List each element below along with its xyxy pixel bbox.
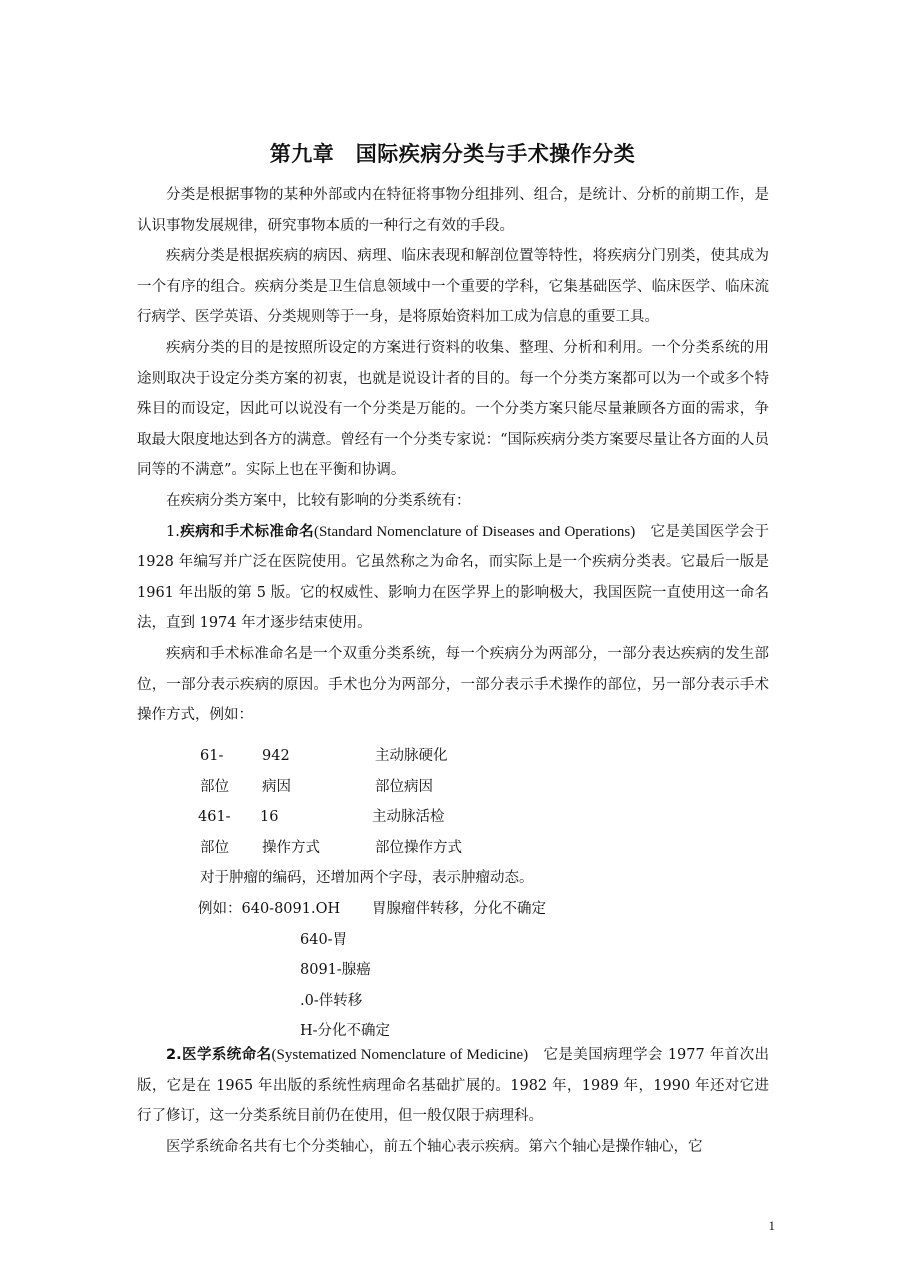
example-code: 部位	[200, 778, 229, 795]
example-row	[200, 772, 760, 803]
tumor-part-row	[200, 986, 760, 1017]
tumor-part: 8091-腺癌	[300, 962, 371, 979]
tumor-example-desc: 胃腺瘤伴转移，分化不确定	[372, 900, 546, 917]
tumor-note-row	[200, 863, 760, 894]
example-code: 942	[262, 748, 290, 764]
section-1-latin: (Standard Nomenclature of Diseases and Operations)	[313, 523, 636, 540]
example-row	[200, 741, 760, 772]
section-1-number: 1.	[166, 523, 180, 540]
page-number: 1	[768, 1218, 775, 1233]
body-text-bottom	[137, 1040, 769, 1162]
tumor-part-row	[200, 955, 760, 986]
tumor-example-row	[200, 894, 760, 925]
section-2-heading: 医学系统命名	[181, 1047, 272, 1063]
example-code: 61-	[200, 748, 224, 764]
paragraph: 分类是根据事物的某种外部或内在特征将事物分组排列、组合，是统计、分析的前期工作，是认识事物发展规律，研究事物本质的一种行之有效的手段。	[137, 187, 769, 234]
tumor-example-label: 例如：640-8091.OH	[198, 900, 341, 917]
tumor-note: 对于肿瘤的编码，还增加两个字母，表示肿瘤动态。	[200, 870, 534, 887]
example-row	[200, 802, 760, 833]
tumor-part-row	[200, 925, 760, 956]
section-1-text: 它是美国医学会于 1928 年编写并广泛在医院使用。它虽然称之为命名，而实际上是一个疾病分类表。它最后一版是 1961 年出版的第 5 版。它的权威性、影响力在医学界上的影响极大，我国医院一直使用这一命名法，直到 1974 年才逐步结束使用。	[137, 523, 770, 632]
section-1-paragraph	[137, 517, 769, 639]
example-code: 16	[260, 809, 279, 826]
chapter-title: 第九章 国际疾病分类与手术操作分类	[269, 142, 636, 166]
body-text-top	[137, 180, 769, 731]
example-code: 病因	[262, 778, 291, 795]
example-meaning: 主动脉活检	[372, 809, 445, 826]
paragraph: 疾病分类的目的是按照所设定的方案进行资料的收集、整理、分析和利用。一个分类系统的用途则取决于设定分类方案的初衷，也就是说设计者的目的。每一个分类方案都可以为一个或多个特殊目的而设定，因此可以说没有一个分类是万能的。一个分类方案只能尽量兼顾各方面的需求，争取最大限度地达到各方的满意。曾经有一个分类专家说：“国际疾病分类方案要尽量让各方面的人员同等的不满意”。实际上也在平衡和协调。	[137, 339, 769, 479]
paragraph: 疾病和手术标准命名是一个双重分类系统，每一个疾病分为两部分，一部分表达疾病的发生部位，一部分表示疾病的原因。手术也分为两部分，一部分表示手术操作的部位，另一部分表示手术操作方式，例如：	[137, 645, 769, 724]
example-code: 操作方式	[262, 839, 320, 856]
paragraph: 疾病分类是根据疾病的病因、病理、临床表现和解剖位置等特性，将疾病分门别类，使其成为一个有序的组合。疾病分类是卫生信息领域中一个重要的学科，它集基础医学、临床医学、临床流行病学、医学英语、分类规则等于一身，是将原始资料加工成为信息的重要工具。	[137, 248, 769, 326]
example-code: 461-	[198, 809, 231, 826]
tumor-part: H-分化不确定	[300, 1023, 391, 1040]
example-meaning: 部位病因	[375, 778, 433, 795]
example-row	[200, 833, 760, 864]
paragraph: 医学系统命名共有七个分类轴心，前五个轴心表示疾病。第六个轴心是操作轴心，它	[166, 1138, 703, 1155]
section-2-latin: (Systematized Nomenclature of Medicine)	[271, 1047, 529, 1063]
section-2-text: 它是美国病理学会 1977 年首次出版，它是在 1965 年出版的系统性病理命名基础扩展的。1982 年，1989 年，1990 年还对它进行了修订，这一分类系统目前仍在使用，但一般仅限于病理科。	[137, 1047, 770, 1125]
example-table	[200, 741, 760, 1047]
example-code: 部位	[200, 839, 229, 856]
tumor-part: 640-胃	[300, 931, 348, 948]
example-meaning: 主动脉硬化	[375, 748, 448, 764]
paragraph: 在疾病分类方案中，比较有影响的分类系统有：	[166, 492, 471, 509]
section-1-heading: 疾病和手术标准命名	[179, 523, 314, 540]
section-2-paragraph	[137, 1040, 769, 1132]
example-meaning: 部位操作方式	[375, 839, 462, 856]
tumor-part: .0-伴转移	[300, 992, 363, 1009]
section-2-number: 2.	[166, 1047, 182, 1063]
